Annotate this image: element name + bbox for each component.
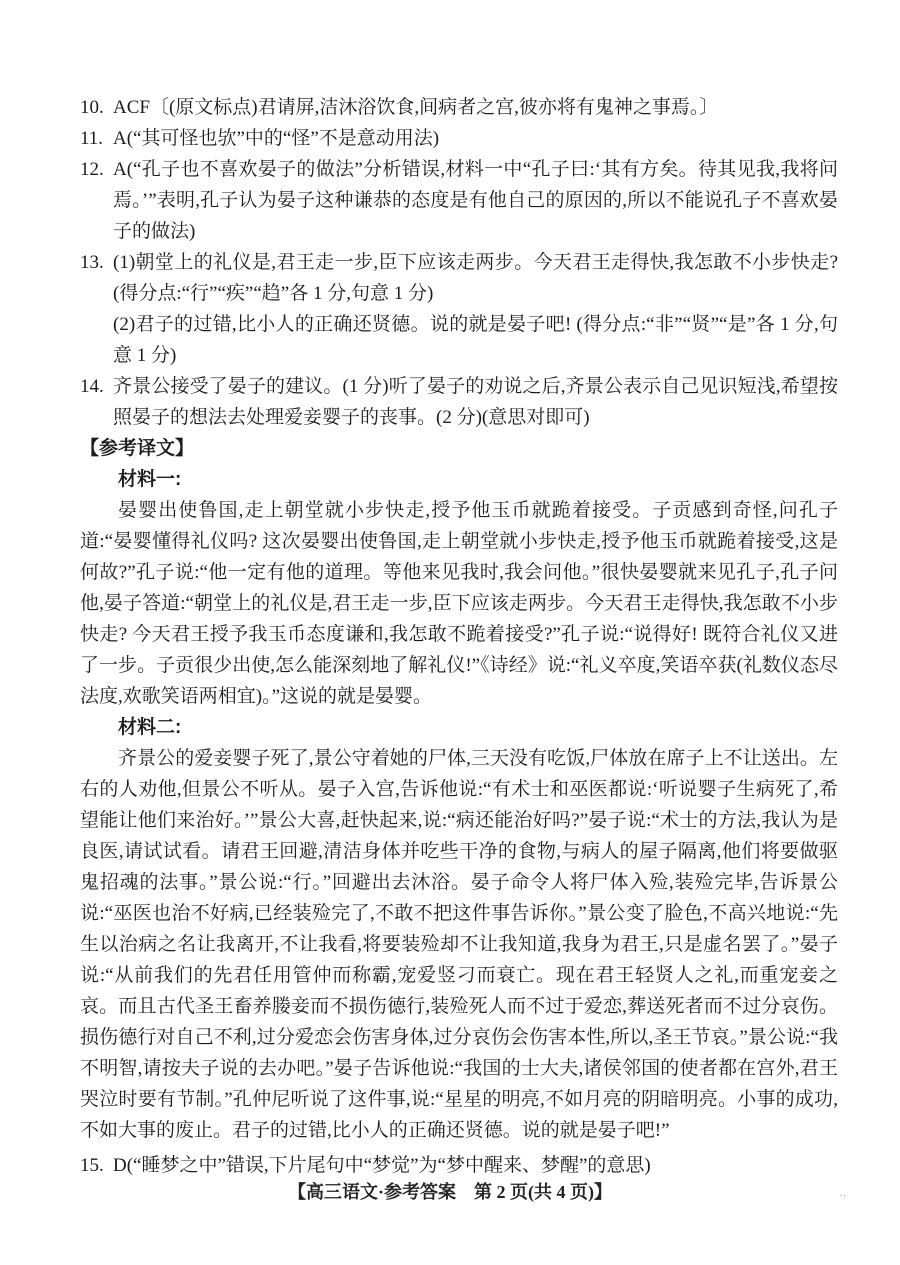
answer-text: D(“睡梦之中”错误,下片尾句中“梦觉”为“梦中醒来、梦醒”的意思) — [113, 1155, 651, 1176]
answer-item-13-part2 — [80, 309, 838, 371]
material-1-label: 材料一: — [118, 469, 182, 490]
material-2-label: 材料二: — [118, 717, 182, 738]
answer-text: (2)君子的过错,比小人的正确还贤德。说的就是晏子吧! (得分点:“非”“贤”“是”各 1 分,句意 1 分) — [113, 314, 838, 366]
answer-item-12 — [80, 154, 838, 247]
answer-text: (1)朝堂上的礼仪是,君王走一步,臣下应该走两步。今天君王走得快,我怎敢不小步快走? (得分点:“行”“疾”“趋”各 1 分,句意 1 分) — [113, 252, 838, 304]
reference-translation-header: 【参考译文】 — [80, 438, 195, 459]
answer-item-11 — [80, 123, 838, 154]
answer-number: 13. — [80, 252, 104, 273]
answer-number: 11. — [80, 128, 104, 149]
answer-number: 14. — [80, 376, 104, 397]
answer-item-14 — [80, 371, 838, 433]
answer-item-13-part1 — [80, 247, 838, 309]
footer-text: 【高三语文·参考答案 第 2 页(共 4 页)】 — [288, 1182, 612, 1202]
material-1-paragraph: 晏婴出使鲁国,走上朝堂就小步快走,授予他玉币就跪着接受。子贡感到奇怪,问孔子道:“晏婴懂得礼仪吗? 这次晏婴出使鲁国,走上朝堂就小步快走,授予他玉币就跪着接受,这是何故?”孔子说:“他一定有他的道理。等他来见我时,我会问他。”很快晏婴就来见孔子,孔子问他,晏子答道:“朝堂上的礼仪是,君王走一步,臣下应该走两步。今天君王走得快,我怎敢不小步快走? 今天君王授予我玉币态度谦和,我怎敢不跪着接受?”孔子说:“说得好! 既符合礼仪又进了一步。子贡很少出使,怎么能深刻地了解礼仪!”《诗经》说:“礼义卒度,笑语卒获(礼数仪态尽法度,欢歌笑语两相宜)。”这说的就是晏婴。 — [80, 500, 838, 707]
answer-item-10 — [80, 92, 838, 123]
answer-key-column — [80, 92, 838, 1181]
answer-text: A(“孔子也不喜欢晏子的做法”分析错误,材料一中“孔子曰:‘其有方矣。待其见我,我将问焉。’”表明,孔子认为晏子这种谦恭的态度是有他自己的原因的,所以不能说孔子不喜欢晏子的做法) — [113, 159, 838, 242]
answer-text: 齐景公接受了晏子的建议。(1 分)听了晏子的劝说之后,齐景公表示自己见识短浅,希望按照晏子的想法去处理爱妾婴子的丧事。(2 分)(意思对即可) — [113, 376, 838, 428]
answer-number: 12. — [80, 159, 104, 180]
scan-artifact-mark: .. — [840, 1188, 847, 1198]
material-2-paragraph: 齐景公的爱妾婴子死了,景公守着她的尸体,三天没有吃饭,尸体放在席子上不让送出。左右的人劝他,但景公不听从。晏子入宫,告诉他说:“有术士和巫医都说:‘听说婴子生病死了,希望能让他们来治好。’”景公大喜,赶快起来,说:“病还能治好吗?”晏子说:“术士的方法,我认为是良医,请试试看。请君王回避,清洁身体并吃些干净的食物,与病人的屋子隔离,他们将要做驱鬼招魂的法事。”景公说:“行。”回避出去沐浴。晏子命令人将尸体入殓,装殓完毕,告诉景公说:“巫医也治不好病,已经装殓完了,不敢不把这件事告诉你。”景公变了脸色,不高兴地说:“先生以治病之名让我离开,不让我看,将要装殓却不让我知道,我身为君王,只是虚名罢了。”晏子说:“从前我们的先君任用管仲而称霸,宠爱竖刁而衰亡。现在君王轻贤人之礼,而重宠妾之哀。而且古代圣王畜养媵妾而不损伤德行,装殓死人而不过于爱恋,葬送死者而不过分哀伤。损伤德行对自己不利,过分爱恋会伤害身体,过分哀伤会伤害本性,所以,圣王节哀。”景公说:“我不明智,请按夫子说的去办吧。”晏子告诉他说:“我国的士大夫,诸侯邻国的使者都在宫外,君王哭泣时要有节制。”孔仲尼听说了这件事,说:“星星的明亮,不如月亮的阴暗明亮。小事的成功,不如大事的废止。君子的过错,比小人的正确还贤德。说的就是晏子吧!” — [80, 748, 838, 1141]
answer-number: 10. — [80, 97, 104, 118]
answer-text: ACF〔(原文标点)君请屏,洁沐浴饮食,间病者之宫,彼亦将有鬼神之事焉。〕 — [113, 97, 719, 118]
answer-item-15 — [80, 1150, 838, 1181]
answer-text: A(“其可怪也欤”中的“怪”不是意动用法) — [113, 128, 440, 149]
page-footer — [0, 1180, 900, 1204]
answer-number: 15. — [80, 1155, 104, 1176]
